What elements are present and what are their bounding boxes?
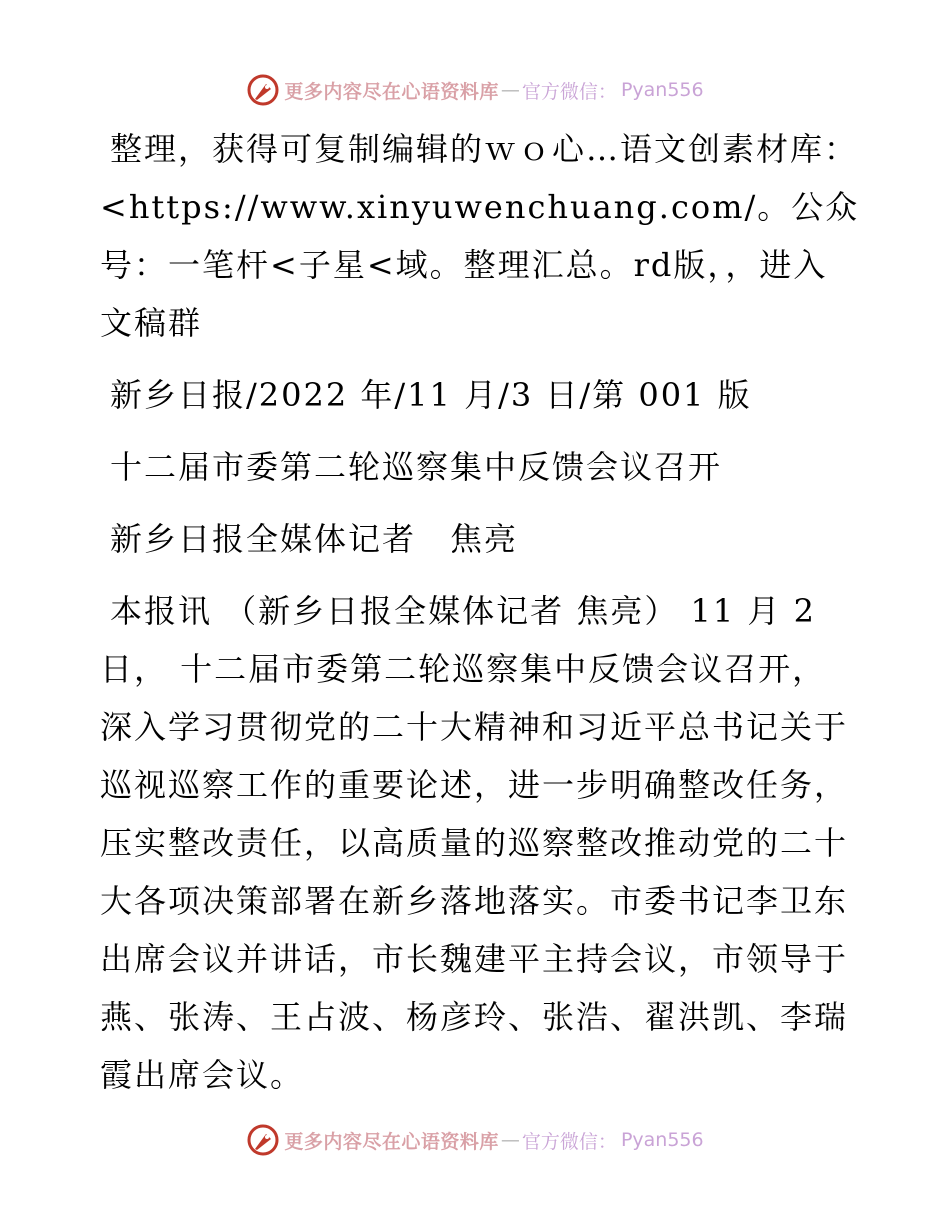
byline: 新乡日报全媒体记者 焦亮 <box>110 520 519 558</box>
banner-wechat-label: 官方微信： <box>521 1130 617 1153</box>
banner-dash: — <box>500 79 520 101</box>
pen-nib-logo-icon <box>246 73 280 107</box>
banner-main-text: 更多内容尽在心语资料库 <box>284 1130 499 1153</box>
banner-wechat-label: 官方微信： <box>521 80 617 103</box>
dateline: 新乡日报/2022 年/11 月/3 日/第 001 版 <box>110 376 752 414</box>
document-content <box>100 120 860 1104</box>
pen-nib-logo-icon <box>246 1123 280 1157</box>
headline: 十二届市委第二轮巡察集中反馈会议召开 <box>110 448 723 486</box>
body-paragraph: 本报讯 （新乡日报全媒体记者 焦亮） 11 月 2 日， 十二届市委第二轮巡察集中反馈会议召开，深入学习贯彻党的二十大精神和习近平总书记关于巡视巡察工作的重要论述，进一步明确整改任务，压实整改责任，以高质量的巡察整改推动党的二十大各项决策部署在新乡落地落实。市委书记李卫东出席会议并讲话，市长魏建平主持会议，市领导于燕、张涛、王占波、杨彦玲、张浩、翟洪凯、李瑞霞出席会议。 <box>100 592 849 1094</box>
banner-account: Pyan556 <box>620 1129 704 1151</box>
header-banner <box>0 70 950 110</box>
banner-dash: — <box>500 1129 520 1151</box>
banner-account: Pyan556 <box>620 79 704 101</box>
banner-main-text: 更多内容尽在心语资料库 <box>284 80 499 103</box>
footer-banner <box>0 1120 950 1160</box>
intro-paragraph: 整理，获得可复制编辑的ｗｏ心…语文创素材库：<https://www.xinyuwenchuang.com/。公众号：一笔杆<子星<域。整理汇总。rd版，，进入文稿群 <box>100 130 860 342</box>
